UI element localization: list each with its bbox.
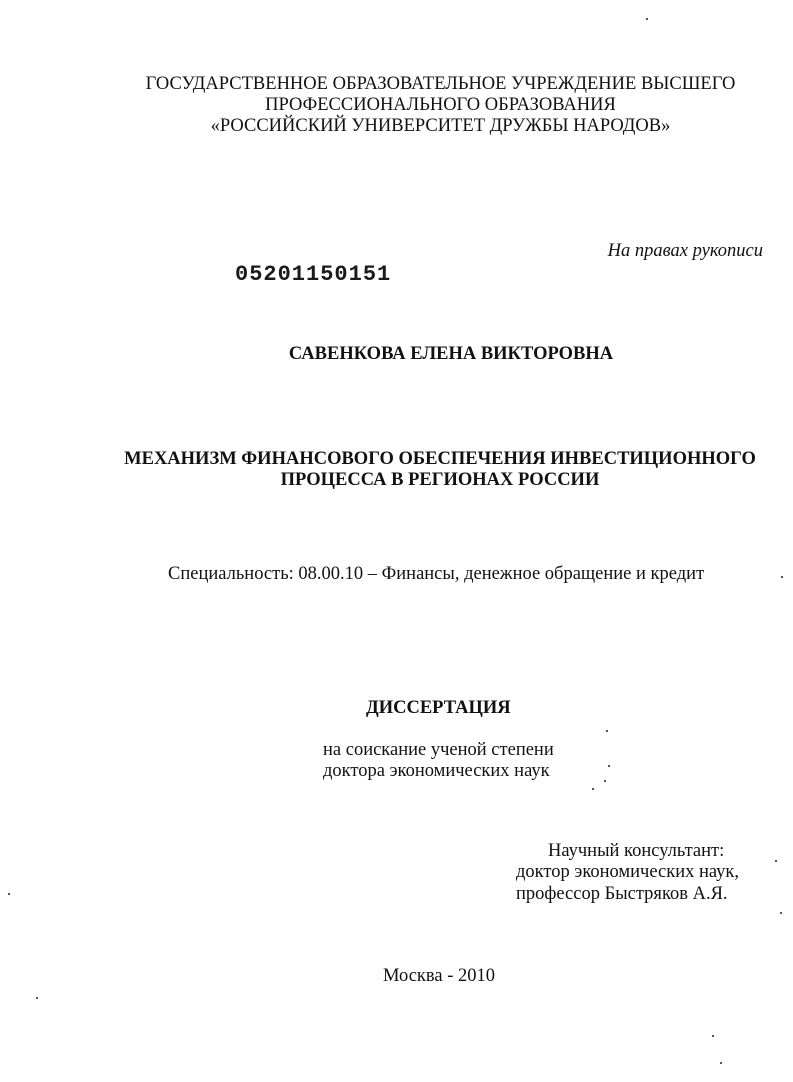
- institution-line-2: ПРОФЕССИОНАЛЬНОГО ОБРАЗОВАНИЯ: [265, 95, 616, 115]
- degree-line-2: доктора экономических наук: [323, 761, 550, 781]
- title-line-2: ПРОЦЕССА В РЕГИОНАХ РОССИИ: [280, 470, 600, 490]
- library-stamp-number: 05201150151: [235, 262, 392, 287]
- speck: [608, 765, 610, 767]
- speck: [646, 18, 648, 20]
- speck: [36, 997, 38, 999]
- consultant-degree: доктор экономических наук,: [516, 862, 740, 882]
- consultant-label: Научный консультант:: [548, 841, 725, 861]
- speck: [606, 730, 608, 732]
- speck: [781, 576, 783, 578]
- speck: [8, 893, 10, 895]
- institution-line-3: «РОССИЙСКИЙ УНИВЕРСИТЕТ ДРУЖБЫ НАРОДОВ»: [210, 116, 671, 136]
- consultant-name: профессор Быстряков А.Я.: [516, 884, 728, 904]
- degree-line-1: на соискание ученой степени: [323, 740, 554, 760]
- speck: [604, 780, 606, 782]
- speck: [712, 1035, 714, 1037]
- speck: [720, 1062, 722, 1064]
- manuscript-note: На правах рукописи: [607, 241, 763, 261]
- place-year: Москва - 2010: [383, 966, 496, 986]
- specialty: Специальность: 08.00.10 – Финансы, денежное обращение и кредит: [168, 564, 705, 584]
- institution-line-1: ГОСУДАРСТВЕННОЕ ОБРАЗОВАТЕЛЬНОЕ УЧРЕЖДЕНИЕ ВЫСШЕГО: [145, 74, 736, 94]
- speck: [780, 912, 782, 914]
- speck: [775, 860, 777, 862]
- speck: [592, 788, 594, 790]
- author-name: САВЕНКОВА ЕЛЕНА ВИКТОРОВНА: [288, 344, 614, 364]
- title-line-1: МЕХАНИЗМ ФИНАНСОВОГО ОБЕСПЕЧЕНИЯ ИНВЕСТИЦИОННОГО: [124, 449, 756, 469]
- document-type: ДИССЕРТАЦИЯ: [366, 698, 511, 718]
